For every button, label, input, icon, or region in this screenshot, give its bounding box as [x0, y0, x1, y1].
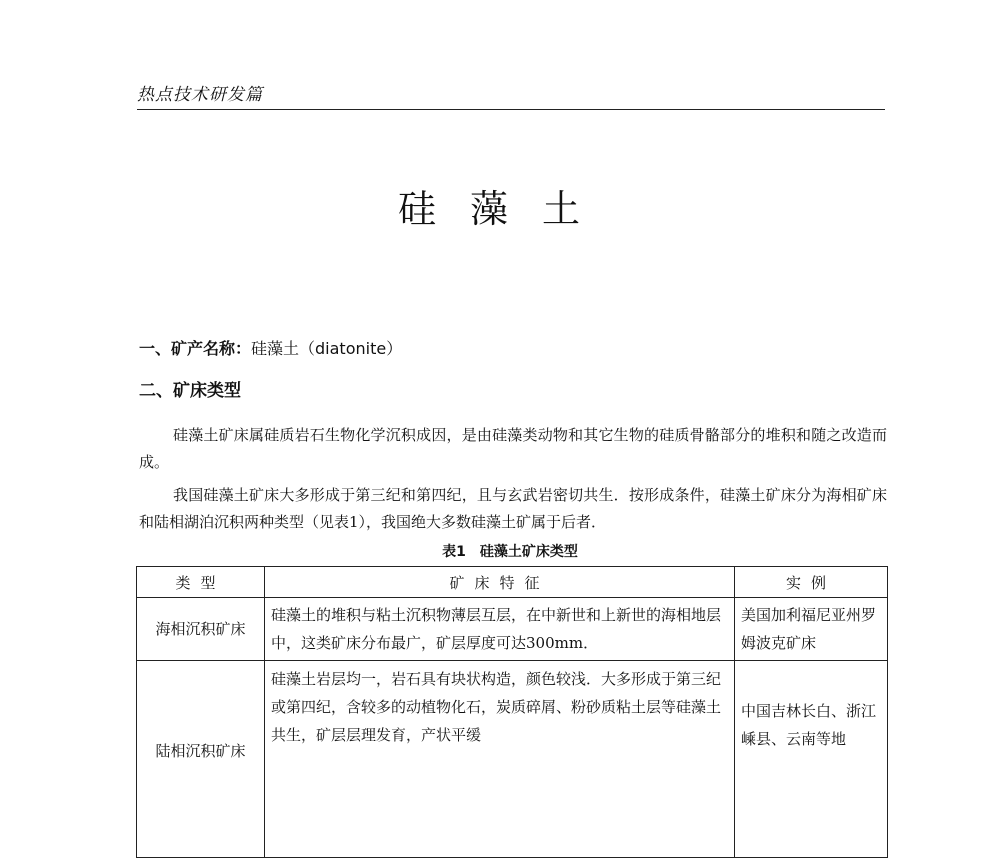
cell-type: 海相沉积矿床	[137, 598, 265, 661]
table-row	[137, 598, 888, 661]
col-header-features: 矿床特征	[265, 567, 735, 598]
table-header-row	[137, 567, 888, 598]
cell-example: 美国加利福尼亚州罗姆波克矿床	[735, 598, 888, 661]
section-mineral-name-value: 硅藻土（diatonite）	[251, 339, 403, 358]
table-caption: 表1 硅藻土矿床类型	[442, 544, 578, 560]
col-header-example: 实例	[735, 567, 888, 598]
cell-example: 中国吉林长白、浙江嵊县、云南等地	[735, 661, 888, 858]
table-row	[137, 661, 888, 858]
cell-type: 陆相沉积矿床	[137, 661, 265, 858]
cell-features: 硅藻土岩层均一，岩石具有块状构造，颜色较浅．大多形成于第三纪或第四纪，含较多的动植物化石，炭质碎屑、粉砂质粘土层等硅藻土共生，矿层层理发育，产状平缓	[265, 661, 735, 858]
page-title: 硅藻土	[397, 187, 614, 231]
header-rule	[137, 109, 885, 110]
section-deposit-types: 二、矿床类型	[139, 381, 241, 401]
cell-features: 硅藻土的堆积与粘土沉积物薄层互层，在中新世和上新世的海相地层中，这类矿床分布最广，矿层厚度可达300mm．	[265, 598, 735, 661]
deposit-types-table	[136, 566, 888, 858]
section-mineral-name	[139, 336, 402, 359]
paragraph-classification: 我国硅藻土矿床大多形成于第三纪和第四纪，且与玄武岩密切共生．按形成条件，硅藻土矿床分为海相矿床和陆相湖泊沉积两种类型（见表1），我国绝大多数硅藻土矿属于后者．	[139, 486, 887, 531]
running-header: 热点技术研发篇	[137, 85, 263, 105]
paragraph-origin: 硅藻土矿床属硅质岩石生物化学沉积成因，是由硅藻类动物和其它生物的硅质骨骼部分的堆积和随之改造而成。	[139, 426, 887, 471]
col-header-type: 类型	[137, 567, 265, 598]
section-mineral-name-label: 一、矿产名称：	[139, 339, 252, 358]
